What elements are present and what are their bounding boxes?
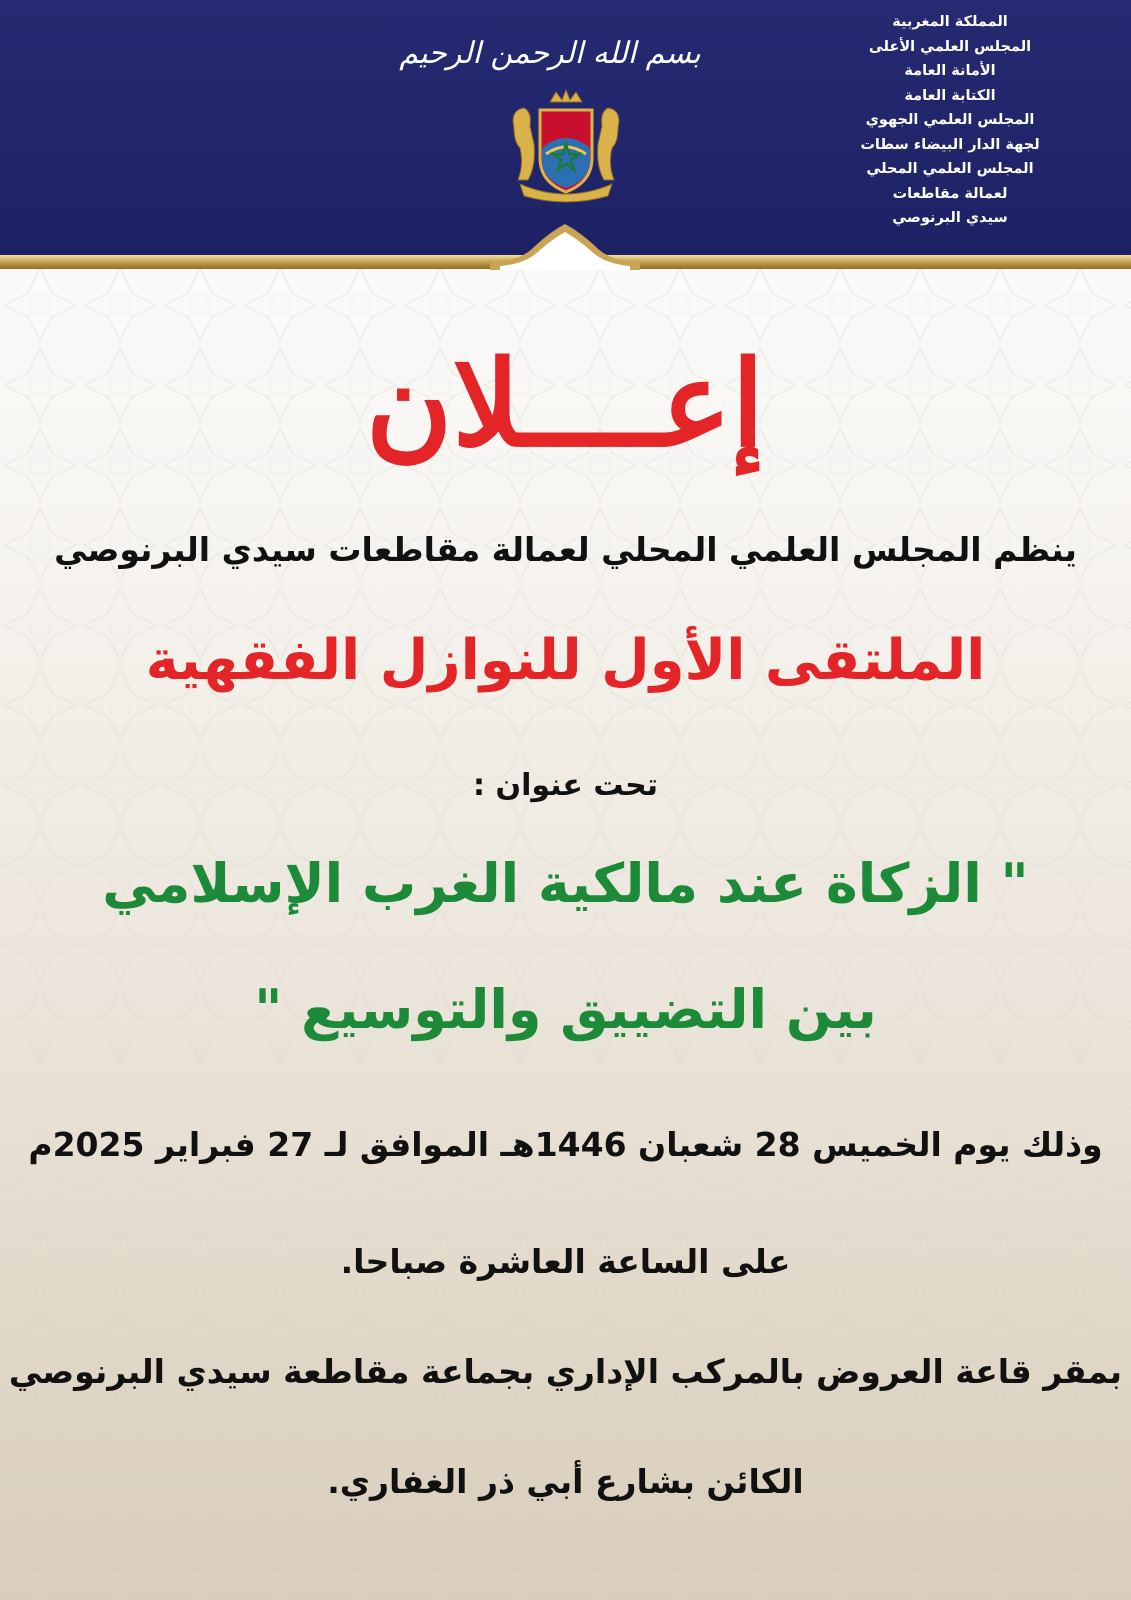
topic-line-2: بين التضييق والتوسيع " <box>254 978 877 1041</box>
org-line: سيدي البرنوصي <box>892 210 1008 226</box>
org-line: المملكة المغربية <box>892 14 1008 30</box>
under-title-label: تحت عنوان : <box>473 768 658 803</box>
org-line: المجلس العلمي المحلي <box>866 161 1034 177</box>
announcement-heading: إعــــلان <box>365 333 765 473</box>
gold-arch-ornament <box>490 222 640 270</box>
basmala-calligraphy: بسم الله الرحمن الرحيم <box>399 35 701 71</box>
event-address-line: الكائن بشارع أبي ذر الغفاري. <box>327 1462 804 1501</box>
org-line: لعمالة مقاطعات <box>892 185 1008 202</box>
event-venue-line: بمقر قاعة العروض بالمركب الإداري بجماعة مقاطعة سيدي البرنوصي <box>8 1352 1123 1391</box>
event-time-line: على الساعة العاشرة صباحا. <box>340 1242 791 1281</box>
org-line: المجلس العلمي الجهوي <box>865 112 1035 128</box>
header-banner <box>0 0 1131 260</box>
issuing-organization-block <box>800 10 1100 231</box>
forum-title: الملتقى الأول للنوازل الفقهية <box>145 628 986 693</box>
event-date-line: وذلك يوم الخميس 28 شعبان 1446هـ الموافق لـ 27 فبراير 2025م <box>28 1125 1103 1164</box>
org-line: المجلس العلمي الأعلى <box>868 38 1032 55</box>
organizer-line: ينظم المجلس العلمي المحلي لعمالة مقاطعات سيدي البرنوصي <box>54 530 1077 569</box>
org-line: الأمانة العامة <box>904 63 996 79</box>
topic-line-1: " الزكاة عند مالكية الغرب الإسلامي <box>102 852 1029 915</box>
moroccan-coat-of-arms-icon <box>506 88 626 206</box>
org-line: لجهة الدار البيضاء سطات <box>860 136 1040 153</box>
org-line: الكتابة العامة <box>904 87 996 104</box>
